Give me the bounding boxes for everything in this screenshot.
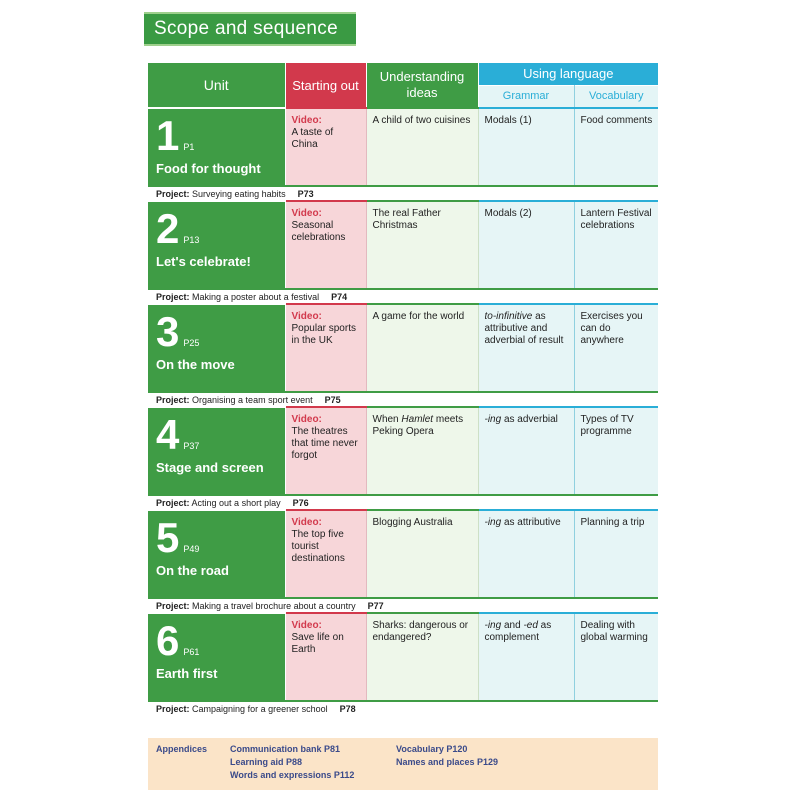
project-label: Project: — [156, 497, 190, 508]
understanding-ideas-cell — [366, 510, 478, 598]
grammar-italic-2: -ed — [523, 620, 538, 631]
vocabulary-text: Types of TV programme — [580, 414, 634, 437]
unit-title: On the road — [156, 563, 229, 578]
vocabulary-cell — [574, 407, 658, 495]
unit-number: 5 — [156, 514, 180, 561]
unit-number: 4 — [156, 411, 180, 458]
scope-table — [148, 63, 658, 716]
grammar-italic: -ing — [484, 517, 502, 528]
unit-title: Earth first — [156, 666, 218, 681]
project-cell[interactable] — [148, 598, 658, 613]
understanding-text: The real Father Christmas — [372, 208, 441, 231]
project-text: Surveying eating habits — [192, 188, 286, 199]
unit-cell[interactable] — [148, 108, 285, 186]
video-label: Video: — [291, 620, 322, 631]
unit-page: P1 — [183, 142, 195, 152]
unit-page: P61 — [183, 647, 200, 657]
unit-row — [148, 613, 658, 701]
grammar-text: Modals (1) — [484, 115, 532, 126]
vocabulary-cell — [574, 613, 658, 701]
appendices — [148, 738, 658, 790]
unit-title: Food for thought — [156, 161, 261, 176]
grammar-cell — [478, 613, 574, 701]
grammar-cell — [478, 108, 574, 186]
video-label: Video: — [291, 208, 322, 219]
appendix-communication-bank[interactable]: Communication bank P81 — [230, 744, 341, 754]
video-label: Video: — [291, 517, 322, 528]
project-label: Project: — [156, 600, 190, 611]
starting-out-text: The top five tourist destinations — [291, 529, 345, 564]
project-cell[interactable] — [148, 701, 658, 716]
understanding-text: A child of two cuisines — [372, 115, 471, 126]
grammar-italic: -ing — [484, 620, 502, 631]
unit-row — [148, 407, 658, 495]
project-page: P75 — [324, 394, 341, 405]
appendices-label: Appendices — [156, 744, 208, 754]
understanding-italic: Hamlet — [401, 414, 434, 425]
unit-page: P13 — [183, 235, 200, 245]
project-text: Organising a team sport event — [192, 394, 313, 405]
appendix-learning-aid[interactable]: Learning aid P88 — [230, 757, 303, 767]
starting-out-text: The theatres that time never forgot — [291, 426, 358, 461]
video-label: Video: — [291, 115, 322, 126]
starting-out-text: A taste of China — [291, 127, 334, 150]
vocabulary-text: Dealing with global warming — [580, 620, 648, 643]
unit-row — [148, 304, 658, 392]
grammar-cell — [478, 304, 574, 392]
unit-cell[interactable] — [148, 201, 285, 289]
project-page: P77 — [367, 600, 384, 611]
unit-number: 2 — [156, 205, 180, 252]
unit-page: P49 — [183, 544, 200, 554]
understanding-text: A game for the world — [372, 311, 465, 322]
appendix-vocabulary[interactable]: Vocabulary P120 — [396, 744, 468, 754]
project-page: P78 — [339, 704, 356, 714]
project-row — [148, 495, 658, 510]
project-page: P73 — [297, 188, 314, 199]
understanding-ideas-cell — [366, 407, 478, 495]
grammar-cell — [478, 510, 574, 598]
unit-row — [148, 201, 658, 289]
unit-page: P25 — [183, 338, 200, 348]
understanding-ideas-cell — [366, 304, 478, 392]
project-cell[interactable] — [148, 495, 658, 510]
vocabulary-cell — [574, 108, 658, 186]
unit-number: 1 — [156, 112, 180, 159]
project-cell[interactable] — [148, 392, 658, 407]
starting-out-cell — [285, 407, 366, 495]
vocabulary-text: Exercises you can do anywhere — [580, 311, 643, 346]
page-title: Scope and sequence — [144, 12, 356, 46]
grammar-text: as adverbial — [501, 414, 558, 425]
grammar-cell — [478, 407, 574, 495]
grammar-italic: -ing — [484, 414, 502, 425]
header-starting-out: Starting out — [285, 63, 366, 108]
project-text: Campaigning for a greener school — [192, 704, 328, 714]
header-understanding-ideas: Understanding ideas — [366, 63, 478, 108]
understanding-ideas-cell — [366, 613, 478, 701]
project-page: P74 — [331, 291, 348, 302]
unit-page: P37 — [183, 441, 200, 451]
project-cell[interactable] — [148, 186, 658, 201]
grammar-text: as attributive — [501, 517, 561, 528]
understanding-text: meets Peking Opera — [372, 414, 464, 437]
grammar-cell — [478, 201, 574, 289]
grammar-text: as attributive and adverbial of result — [484, 311, 564, 346]
project-label: Project: — [156, 704, 190, 714]
project-label: Project: — [156, 291, 190, 302]
project-row — [148, 598, 658, 613]
grammar-text: Modals (2) — [484, 208, 532, 219]
project-label: Project: — [156, 188, 190, 199]
unit-cell[interactable] — [148, 613, 285, 701]
grammar-italic: to-infinitive — [484, 311, 533, 322]
appendix-names-places[interactable]: Names and places P129 — [396, 757, 499, 767]
project-row — [148, 289, 658, 304]
header-vocabulary: Vocabulary — [574, 85, 658, 108]
header-using-language: Using language — [478, 63, 658, 85]
starting-out-cell — [285, 201, 366, 289]
vocabulary-cell — [574, 201, 658, 289]
unit-title: Stage and screen — [156, 460, 264, 475]
understanding-pre: When — [372, 414, 402, 425]
header-unit: Unit — [148, 63, 285, 108]
grammar-text-end: as complement — [484, 620, 552, 643]
appendix-words-expressions[interactable]: Words and expressions P112 — [230, 770, 355, 780]
project-row — [148, 701, 658, 716]
understanding-ideas-cell — [366, 201, 478, 289]
unit-title: On the move — [156, 357, 235, 372]
unit-cell[interactable] — [148, 407, 285, 495]
starting-out-cell — [285, 613, 366, 701]
starting-out-cell — [285, 304, 366, 392]
starting-out-cell — [285, 108, 366, 186]
vocabulary-text: Planning a trip — [580, 517, 645, 528]
vocabulary-cell — [574, 510, 658, 598]
header-grammar: Grammar — [478, 85, 574, 108]
video-label: Video: — [291, 414, 322, 425]
unit-row — [148, 510, 658, 598]
project-text: Making a poster about a festival — [192, 291, 320, 302]
unit-title: Let's celebrate! — [156, 254, 251, 269]
project-label: Project: — [156, 394, 190, 405]
project-text: Acting out a short play — [191, 497, 281, 508]
unit-cell[interactable] — [148, 510, 285, 598]
grammar-text: and — [501, 620, 524, 631]
understanding-ideas-cell — [366, 108, 478, 186]
video-label: Video: — [291, 311, 322, 322]
unit-number: 6 — [156, 617, 180, 664]
starting-out-text: Save life on Earth — [291, 632, 344, 655]
unit-row — [148, 108, 658, 186]
project-row — [148, 392, 658, 407]
project-cell[interactable] — [148, 289, 658, 304]
vocabulary-text: Food comments — [580, 115, 653, 126]
understanding-text: Blogging Australia — [372, 517, 453, 528]
vocabulary-cell — [574, 304, 658, 392]
understanding-text: Sharks: dangerous or endangered? — [372, 620, 469, 643]
vocabulary-text: Lantern Festival celebrations — [580, 208, 652, 231]
project-page: P76 — [292, 497, 309, 508]
unit-number: 3 — [156, 308, 180, 355]
unit-cell[interactable] — [148, 304, 285, 392]
starting-out-cell — [285, 510, 366, 598]
starting-out-text: Seasonal celebrations — [291, 220, 346, 243]
project-text: Making a travel brochure about a country — [192, 600, 356, 611]
project-row — [148, 186, 658, 201]
starting-out-text: Popular sports in the UK — [291, 323, 356, 346]
